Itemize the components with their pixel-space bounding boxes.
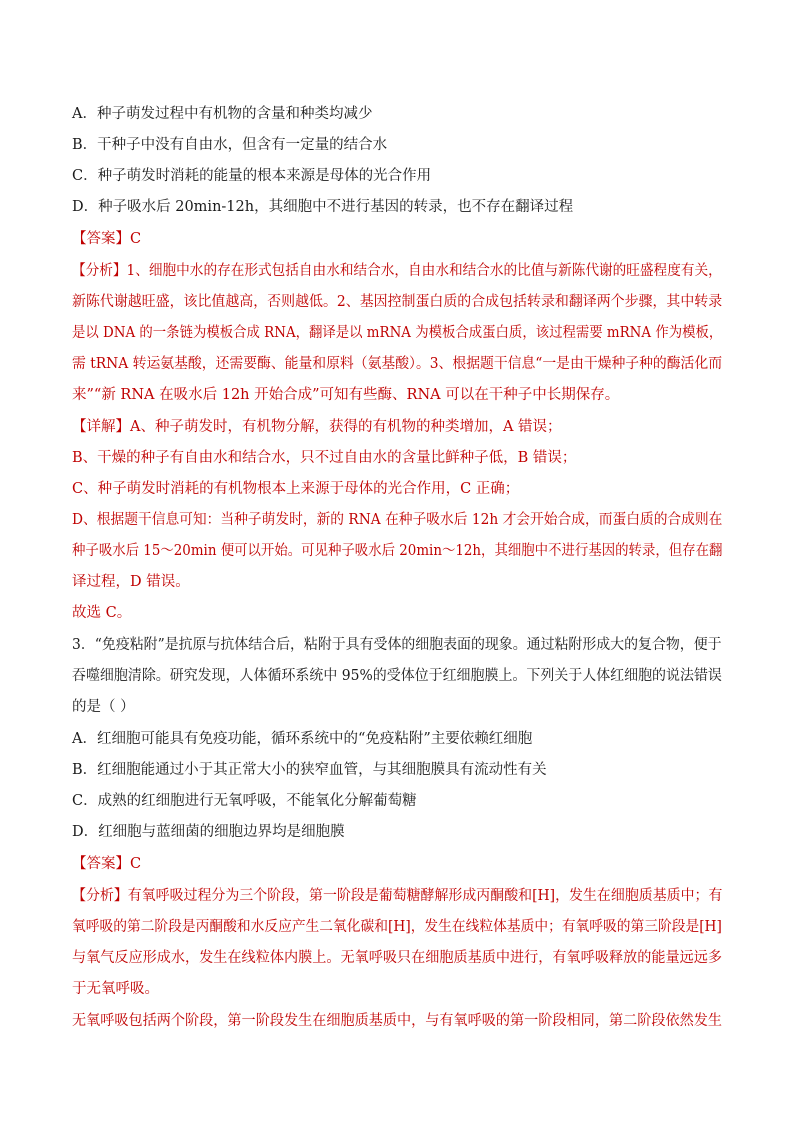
q2-option-a: A．种子萌发过程中有机物的含量和种类均减少 <box>72 106 373 122</box>
q2-analysis-line: 新陈代谢越旺盛，该比值越高，否则越低。2、基因控制蛋白质的合成包括转录和翻译两个步骤，其中转录 <box>72 294 723 310</box>
q2-detail-line: B、干燥的种子有自由水和结合水，只不过自由水的含量比鲜种子低，B 错误； <box>72 450 577 466</box>
detail-tag: 【详解】 <box>72 419 130 435</box>
q2-analysis-line: 来”“新 RNA 在吸水后 12h 开始合成”可知有些酶、RNA 可以在干种子中长期保存。 <box>72 387 620 403</box>
q2-detail-line: 译过程，D 错误。 <box>72 574 190 590</box>
q3-analysis-line <box>72 886 722 906</box>
q3-stem-line: 的是（ ） <box>72 699 135 715</box>
q2-analysis-line: 是以 DNA 的一条链为模板合成 RNA，翻译是以 mRNA 为模板合成蛋白质，该过程需要 mRNA 作为模板， <box>72 325 723 341</box>
q2-detail-line: C、种子萌发时消耗的有机物根本上来源于母体的光合作用，C 正确； <box>72 481 520 497</box>
q2-analysis-line: 需 tRNA 转运氨基酸，还需要酶、能量和原料（氨基酸）。3、根据题干信息“一是由干燥种子种的酶活化而 <box>72 356 723 372</box>
q3-stem-line: 3．“免疫粘附”是抗原与抗体结合后，粘附于具有受体的细胞表面的现象。通过粘附形成大的复合物，便于 <box>72 637 722 653</box>
detail-text: A、种子萌发时，有机物分解，获得的有机物的种类增加，A 错误； <box>130 419 562 435</box>
q2-conclusion: 故选 C。 <box>72 605 132 621</box>
q2-option-c: C．种子萌发时消耗的能量的根本来源是母体的光合作用 <box>72 168 432 184</box>
q2-option-b: B．干种子中没有自由水，但含有一定量的结合水 <box>72 137 388 153</box>
analysis-text: 有氧呼吸过程分为三个阶段，第一阶段是葡萄糖酵解形成丙酮酸和[H]，发生在细胞质基质中；有 <box>127 888 723 904</box>
analysis-text: 1、细胞中水的存在形式包括自由水和结合水，自由水和结合水的比值与新陈代谢的旺盛程度有关， <box>126 263 722 279</box>
q2-detail-line <box>72 417 562 437</box>
q3-answer <box>72 854 141 874</box>
analysis-tag: 【分析】 <box>72 888 128 904</box>
answer-tag: 【答案】 <box>72 856 130 872</box>
q3-option-c: C．成熟的红细胞进行无氧呼吸，不能氧化分解葡萄糖 <box>72 793 417 809</box>
answer-tag: 【答案】 <box>72 231 130 247</box>
analysis-tag: 【分析】 <box>72 263 127 279</box>
q3-option-b: B．红细胞能通过小于其正常大小的狭窄血管，与其细胞膜具有流动性有关 <box>72 762 547 778</box>
q2-analysis-line <box>72 261 722 281</box>
q3-analysis-line: 于无氧呼吸。 <box>72 981 159 997</box>
q3-analysis-line: 氧呼吸的第二阶段是丙酮酸和水反应产生二氧化碳和[H]，发生在线粒体基质中；有氧呼吸的第三阶段是[H] <box>72 919 722 935</box>
q2-detail-line: 种子吸水后 15～20min 便可以开始。可见种子吸水后 20min～12h，其细胞中不进行基因的转录，但存在翻 <box>72 543 723 559</box>
answer-value: C <box>130 231 142 247</box>
answer-value: C <box>130 856 142 872</box>
q2-option-d: D．种子吸水后 20min-12h，其细胞中不进行基因的转录，也不存在翻译过程 <box>72 199 574 215</box>
q3-analysis-line: 与氧气反应形成水，发生在线粒体内膜上。无氧呼吸只在细胞质基质中进行，有氧呼吸释放的能量远远多 <box>72 950 722 966</box>
q3-analysis-line: 无氧呼吸包括两个阶段，第一阶段发生在细胞质基质中，与有氧呼吸的第一阶段相同，第二阶段依然发生 <box>72 1013 722 1029</box>
q2-answer <box>72 229 141 249</box>
q3-stem-line: 吞噬细胞清除。研究发现，人体循环系统中 95%的受体位于红细胞膜上。下列关于人体红细胞的说法错误 <box>72 668 722 684</box>
q3-option-d: D．红细胞与蓝细菌的细胞边界均是细胞膜 <box>72 824 345 840</box>
q3-option-a: A．红细胞可能具有免疫功能，循环系统中的“免疫粘附”主要依赖红细胞 <box>72 731 533 747</box>
q2-detail-line: D、根据题干信息可知：当种子萌发时，新的 RNA 在种子吸水后 12h 才会开始合成，而蛋白质的合成则在 <box>72 512 723 528</box>
